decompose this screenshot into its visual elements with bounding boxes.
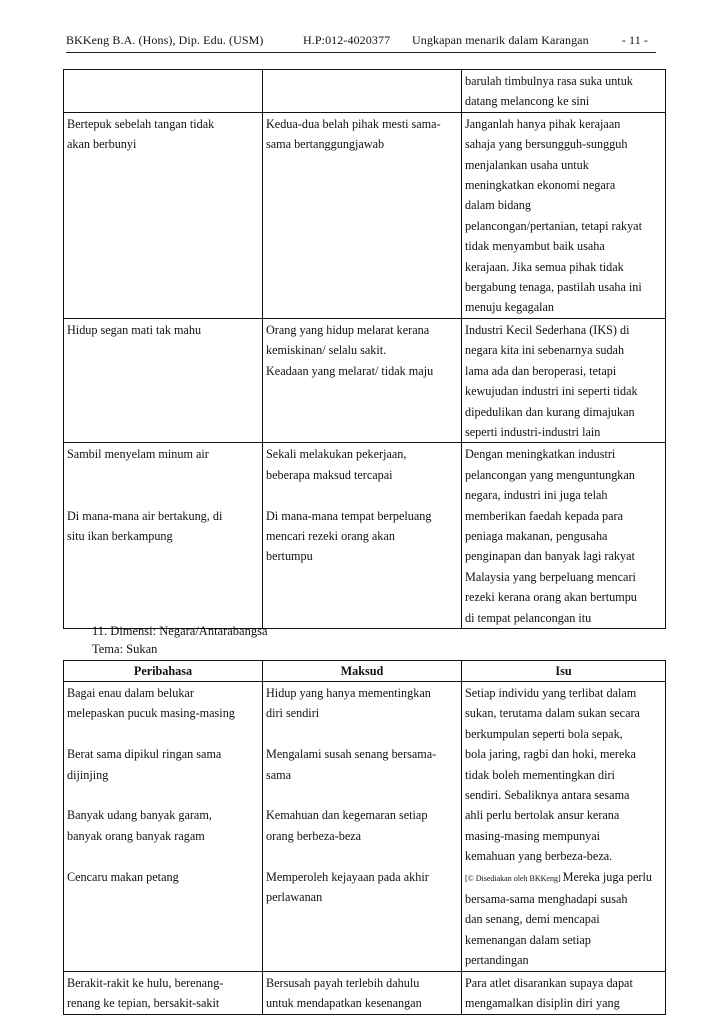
header-maksud: Maksud <box>263 661 462 682</box>
cell-isu <box>462 318 666 442</box>
cell-line: Keadaan yang melarat/ tidak maju <box>266 363 434 378</box>
cell-line: dijinjing <box>67 767 109 782</box>
cell-line: Malaysia yang berpeluang mencari <box>465 569 636 584</box>
sukan-peribahasa-table <box>63 660 666 1015</box>
cell-line: banyak orang banyak ragam <box>67 828 205 843</box>
cell-line <box>67 785 259 805</box>
cell-line: seperti industri-industri lain <box>465 424 601 439</box>
cell-line: Di mana-mana air bertakung, di <box>67 508 223 523</box>
cell-line: beberapa maksud tercapai <box>266 467 393 482</box>
cell-peribahasa <box>64 972 263 1015</box>
cell-line: kewujudan industri ini seperti tidak <box>465 384 638 399</box>
cell-line: sukan, terutama dalam sukan secara <box>465 706 640 721</box>
cell-peribahasa <box>64 682 263 972</box>
header-author: BKKeng B.A. (Hons), Dip. Edu. (USM) <box>66 33 264 47</box>
cell-line: Berat sama dipikul ringan sama <box>67 747 222 762</box>
section-dimension: 11. Dimensi: Negara/Antarabangsa <box>92 624 268 638</box>
cell-line: sama bertanggungjawab <box>266 137 385 152</box>
cell-line <box>266 485 458 505</box>
cell-line <box>266 846 458 866</box>
cell-line <box>67 485 259 505</box>
header-title: Ungkapan menarik dalam Karangan <box>412 33 589 47</box>
cell-text: Mereka juga perlu <box>562 869 652 884</box>
cell-line: datang melancong ke sini <box>465 94 590 109</box>
cell-maksud <box>263 318 462 442</box>
cell-line: untuk mendapatkan kesenangan <box>266 996 422 1011</box>
cell-line: kemenangan dalam setiap <box>465 932 591 947</box>
header-divider <box>66 52 656 53</box>
cell-line: di tempat pelancongan itu <box>465 610 592 625</box>
cell-line: diri sendiri <box>266 706 320 721</box>
credit-note: [© Disediakan oleh BKKeng] <box>465 873 563 883</box>
cell-line: Sekali melakukan pekerjaan, <box>266 447 407 462</box>
peribahasa-table-continued <box>63 69 666 629</box>
cell-line: sendiri. Sebaliknya antara sesama <box>465 788 630 803</box>
table-row <box>64 682 666 972</box>
cell-line: penginapan dan banyak lagi rakyat <box>465 549 635 564</box>
cell-peribahasa <box>64 70 263 113</box>
cell-line: Dengan meningkatkan industri <box>465 447 616 462</box>
cell-line <box>67 465 259 485</box>
cell-line: kemiskinan/ selalu sakit. <box>266 343 387 358</box>
cell-line: Banyak udang banyak garam, <box>67 808 212 823</box>
cell-line: Hidup segan mati tak mahu <box>67 322 202 337</box>
cell-line: sama <box>266 767 292 782</box>
cell-line: menuju kegagalan <box>465 300 555 315</box>
table-row <box>64 318 666 442</box>
cell-line: masing-masing mempunyai <box>465 828 601 843</box>
cell-line <box>465 867 662 889</box>
cell-line: Bagai enau dalam belukar <box>67 686 194 700</box>
section-theme: Tema: Sukan <box>92 642 158 656</box>
header-phone: H.P:012-4020377 <box>303 33 391 47</box>
cell-maksud <box>263 70 462 113</box>
cell-line: dan senang, demi mencapai <box>465 912 600 927</box>
cell-line: melepaskan pucuk masing-masing <box>67 706 235 721</box>
cell-line: Kemahuan dan kegemaran setiap <box>266 808 428 823</box>
cell-line: peniaga makanan, pengusaha <box>465 528 608 543</box>
page-header <box>66 33 656 51</box>
cell-line: Hidup yang hanya mementingkan <box>266 686 431 700</box>
table-row <box>64 112 666 318</box>
cell-line: Memperoleh kejayaan pada akhir <box>266 869 429 884</box>
cell-line: pelancongan/pertanian, tetapi rakyat <box>465 218 642 233</box>
cell-line: ahli perlu bertolak ansur kerana <box>465 808 620 823</box>
header-peribahasa: Peribahasa <box>64 661 263 682</box>
cell-line <box>266 724 458 744</box>
cell-line: pertandingan <box>465 953 529 968</box>
cell-line: mencari rezeki orang akan <box>266 528 395 543</box>
cell-peribahasa <box>64 112 263 318</box>
cell-line: perlawanan <box>266 890 323 905</box>
table-row <box>64 443 666 629</box>
cell-maksud <box>263 112 462 318</box>
cell-line: orang berbeza-beza <box>266 828 362 843</box>
cell-line: Janganlah hanya pihak kerajaan <box>465 116 621 131</box>
cell-line <box>266 785 458 805</box>
cell-line: negara, industri ini juga telah <box>465 488 608 503</box>
cell-line: akan berbunyi <box>67 137 137 152</box>
cell-line: Berakit-rakit ke hulu, berenang- <box>67 976 224 990</box>
cell-line: tidak boleh mementingkan diri <box>465 767 615 782</box>
cell-maksud <box>263 972 462 1015</box>
cell-line: menjalankan usaha untuk <box>465 157 589 172</box>
cell-line: Bersusah payah terlebih dahulu <box>266 976 420 990</box>
header-page-number: - 11 - <box>621 33 648 47</box>
cell-line: bergabung tenaga, pastilah usaha ini <box>465 280 642 295</box>
cell-line: tidak menyambut baik usaha <box>465 239 605 254</box>
cell-line: berkumpulan seperti bola sepak, <box>465 726 623 741</box>
cell-line: Di mana-mana tempat berpeluang <box>266 508 432 523</box>
cell-line: Cencaru makan petang <box>67 869 179 884</box>
cell-line: bertumpu <box>266 549 313 564</box>
cell-line: bersama-sama menghadapi susah <box>465 892 628 907</box>
cell-maksud <box>263 682 462 972</box>
cell-line: Para atlet disarankan supaya dapat <box>465 976 633 990</box>
cell-line: kemahuan yang berbeza-beza. <box>465 849 613 864</box>
table2-body <box>64 682 666 1015</box>
cell-line: dipedulikan dan kurang dimajukan <box>465 404 635 419</box>
table-row <box>64 972 666 1015</box>
cell-line <box>67 724 259 744</box>
cell-peribahasa <box>64 318 263 442</box>
cell-line: sahaja yang bersungguh-sungguh <box>465 137 628 152</box>
cell-line: Industri Kecil Sederhana (IKS) di <box>465 322 630 337</box>
cell-line: Setiap individu yang terlibat dalam <box>465 686 637 700</box>
cell-line: Orang yang hidup melarat kerana <box>266 322 430 337</box>
cell-line: Bertepuk sebelah tangan tidak <box>67 116 215 131</box>
cell-line: Kedua-dua belah pihak mesti sama- <box>266 116 441 131</box>
cell-line: Mengalami susah senang bersama- <box>266 747 437 762</box>
cell-line: Sambil menyelam minum air <box>67 447 209 462</box>
cell-isu <box>462 112 666 318</box>
cell-line <box>67 846 259 866</box>
cell-line: meningkatkan ekonomi negara <box>465 178 616 193</box>
cell-line: dalam bidang <box>465 198 531 213</box>
cell-line: negara kita ini sebenarnya sudah <box>465 343 625 358</box>
cell-line: bola jaring, ragbi dan hoki, mereka <box>465 747 636 762</box>
table-row <box>64 70 666 113</box>
cell-line: lama ada dan beroperasi, tetapi <box>465 363 617 378</box>
cell-line: barulah timbulnya rasa suka untuk <box>465 74 633 88</box>
cell-line: renang ke tepian, bersakit-sakit <box>67 996 220 1011</box>
cell-isu <box>462 70 666 113</box>
cell-isu <box>462 682 666 972</box>
cell-line: pelancongan yang menguntungkan <box>465 467 635 482</box>
header-isu: Isu <box>462 661 666 682</box>
cell-line: memberikan faedah kepada para <box>465 508 624 523</box>
table-header-row <box>64 661 666 682</box>
cell-line: kerajaan. Jika semua pihak tidak <box>465 259 624 274</box>
cell-isu <box>462 443 666 629</box>
cell-line: situ ikan berkampung <box>67 528 173 543</box>
cell-line: mengamalkan disiplin diri yang <box>465 996 620 1011</box>
cell-maksud <box>263 443 462 629</box>
table1-body <box>64 70 666 629</box>
cell-peribahasa <box>64 443 263 629</box>
cell-isu <box>462 972 666 1015</box>
cell-line: rezeki kerana orang akan bertumpu <box>465 590 637 605</box>
